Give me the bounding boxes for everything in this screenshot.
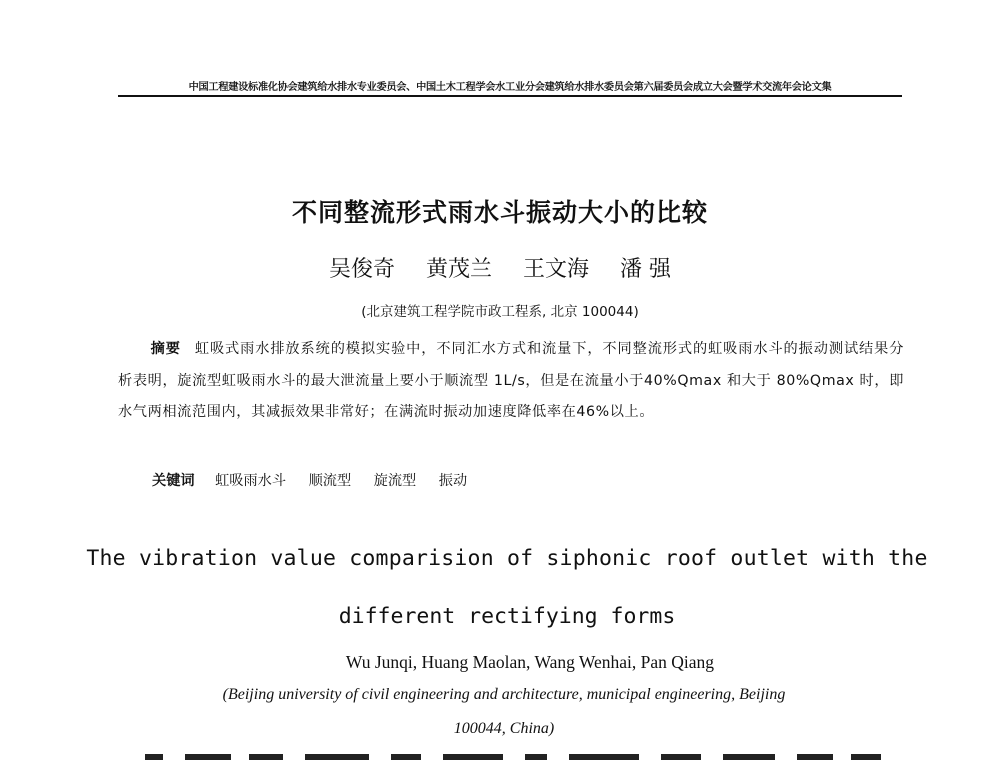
- author-cn-2: 黄茂兰: [425, 257, 492, 282]
- author-cn-1: 吴俊奇: [328, 257, 395, 282]
- keyword-1: 虹吸雨水斗: [215, 473, 287, 489]
- abstract-label: 摘要: [150, 341, 181, 357]
- header-rule: [118, 95, 902, 97]
- authors-en: Wu Junqi, Huang Maolan, Wang Wenhai, Pan Qiang: [345, 652, 715, 672]
- keyword-4: 振动: [438, 473, 468, 489]
- keyword-2: 顺流型: [308, 473, 352, 489]
- paper-title-en-line2: different rectifying forms: [338, 604, 676, 629]
- keyword-3: 旋流型: [373, 473, 417, 489]
- paper-title-en-line1: The vibration value comparision of siphonic roof outlet with the: [86, 546, 928, 571]
- abstract-text: 虹吸式雨水排放系统的模拟实验中，不同汇水方式和流量下，不同整流形式的虹吸雨水斗的振动测试结果分析表明，旋流型虹吸雨水斗的最大泄流量上要小于顺流型 1L/s，但是在流量小于40%Qmax 和大于 80%Qmax 时，即水气两相流范围内，其减振效果非常好；在满流时振动加速度降低率在46%以上。: [118, 341, 905, 420]
- author-cn-3: 王文海: [523, 257, 590, 282]
- abstract-cn: [118, 334, 904, 429]
- affiliation-cn: (北京建筑工程学院市政工程系, 北京 100044): [361, 304, 639, 320]
- affiliation-en-line2: 100044, China): [453, 720, 555, 737]
- affiliation-en-line1: (Beijing university of civil engineering and architecture, municipal engineering, Beijing: [222, 686, 786, 703]
- authors-cn: [0, 252, 1000, 283]
- paper-title-cn: 不同整流形式雨水斗振动大小的比较: [291, 198, 708, 227]
- keywords-cn: [152, 470, 485, 490]
- proceedings-header: 中国工程建设标准化协会建筑给水排水专业委员会、中国土木工程学会水工业分会建筑给水排水委员会第六届委员会成立大会暨学术交流年会论文集: [188, 82, 832, 93]
- author-cn-4: 潘 强: [620, 257, 672, 282]
- cutoff-text-line: [145, 752, 885, 760]
- keywords-label: 关键词: [152, 473, 195, 489]
